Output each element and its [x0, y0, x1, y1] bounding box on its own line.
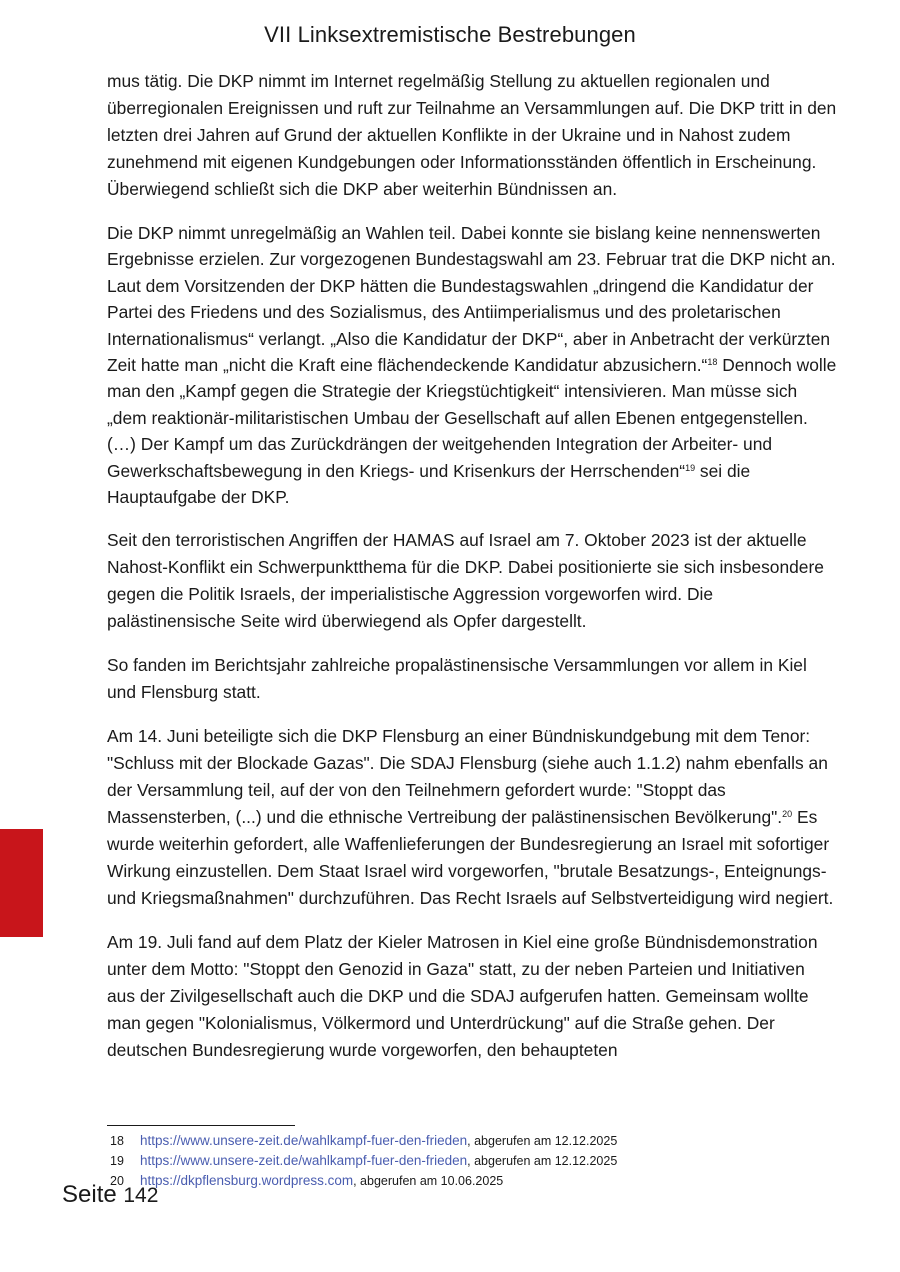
paragraph-2-text-a: Die DKP nimmt unregelmäßig an Wahlen teil. Dabei konnte sie bislang keine nennenswerten Ergebnisse erzielen. Zur vorgezogenen Bundestagswahl am 23. Februar trat die DKP nicht an. Laut dem Vorsitzenden der DKP hätten die Bundestagswahlen „dringend die Kandidatur der Partei des Friedens und des Sozialismus, des Antiimperialismus und des proletarischen Internationalismus“ verlangt. „Also die Kandidatur der DKP“, aber in Anbetracht der verkürzten Zeit hatte man „nicht die Kraft eine flächendeckende Kandidatur abzusichern.“: [107, 223, 836, 376]
footnote-link[interactable]: https://www.unsere-zeit.de/wahlkampf-fuer-den-frieden: [140, 1153, 468, 1168]
footnote-item: [110, 1131, 810, 1151]
footnote-number: 18: [110, 1134, 124, 1148]
page-number-value: 142: [123, 1184, 159, 1207]
footnote-ref-19[interactable]: 19: [685, 462, 696, 473]
paragraph-5: [107, 723, 837, 912]
footnote-ref-20[interactable]: 20: [782, 809, 793, 820]
chapter-marker: [0, 829, 43, 937]
footnote-note: , abgerufen am 10.06.2025: [353, 1174, 504, 1188]
page-number: [62, 1181, 158, 1209]
footnotes: [110, 1131, 810, 1191]
page-header-title: VII Linksextremistische Bestrebungen: [264, 22, 636, 47]
footnote-number: 20: [110, 1174, 124, 1188]
footnote-ref-18[interactable]: 18: [707, 357, 718, 368]
footnote-note: , abgerufen am 12.12.2025: [467, 1134, 618, 1148]
footnote-note: , abgerufen am 12.12.2025: [467, 1154, 618, 1168]
footnote-link[interactable]: https://dkpflensburg.wordpress.com: [140, 1173, 354, 1188]
paragraph-1: mus tätig. Die DKP nimmt im Internet regelmäßig Stellung zu aktuellen regionalen und überregionalen Ereignissen und ruft zur Teilnahme an Versammlungen auf. Die DKP tritt in den letzten drei Jahren auf Grund der aktuellen Konflikte in der Ukraine und in Nahost zudem zunehmend mit eigenen Kundgebungen oder Informationsständen öffentlich in Erscheinung. Überwiegend schließt sich die DKP aber weiterhin Bündnissen an.: [107, 71, 837, 199]
footnote-item: [110, 1171, 810, 1191]
paragraph-4: So fanden im Berichtsjahr zahlreiche propalästinensische Versammlungen vor allem in Kiel und Flensburg statt.: [107, 655, 807, 703]
footnote-item: [110, 1151, 810, 1171]
main-text: [107, 68, 837, 1081]
paragraph-6: Am 19. Juli fand auf dem Platz der Kieler Matrosen in Kiel eine große Bündnisdemonstration unter dem Motto: "Stoppt den Genozid in Gaza" statt, zu der neben Parteien und Initiativen aus der Zivilgesellschaft auch die DKP und die SDAJ aufgerufen hatten. Gemeinsam wollte man gegen "Kolonialismus, Völkermord und Unterdrückung" auf die Straße gehen. Der deutschen Bundesregierung wurde vorgeworfen, den behaupteten: [107, 932, 818, 1061]
paragraph-2-text-c: sei die Hauptaufgabe der DKP.: [107, 460, 751, 508]
paragraph-2-text-b: Dennoch wolle man den „Kampf gegen die Strategie der Kriegstüchtigkeit“ intensivieren. Man müsse sich „dem reaktionär-militaristischen Umbau der Gesellschaft auf allen Ebenen entgegenstellen. (…) Der Kampf um das Zurückdrängen der weitgehenden Integration der Arbeiter- und Gewerkschaftsbewegung in den Kriegs- und Krisenkurs der Herrschenden“: [107, 355, 837, 481]
paragraph-3: Seit den terroristischen Angriffen der HAMAS auf Israel am 7. Oktober 2023 ist der aktuelle Nahost-Konflikt ein Schwerpunktthema für die DKP. Dabei positionierte sie sich insbesondere gegen die Politik Israels, der imperialistische Aggression vorgeworfen wird. Die palästinensische Seite wird überwiegend als Opfer dargestellt.: [107, 530, 824, 632]
footnote-number: 19: [110, 1154, 124, 1168]
paragraph-5-text-b: Es wurde weiterhin gefordert, alle Waffenlieferungen der Bundesregierung an Israel mit sofortiger Wirkung einzustellen. Dem Staat Israel wird vorgeworfen, "brutale Besatzungs-, Enteignungs- und Kriegsmaßnahmen" durchzuführen. Das Recht Israels auf Selbstverteidigung wird negiert.: [107, 807, 834, 909]
paragraph-2: [107, 220, 837, 510]
footnote-link[interactable]: https://www.unsere-zeit.de/wahlkampf-fuer-den-frieden: [140, 1133, 468, 1148]
page-label: Seite: [62, 1181, 117, 1208]
footnote-divider: [107, 1125, 295, 1126]
paragraph-5-text-a: Am 14. Juni beteiligte sich die DKP Flensburg an einer Bündniskundgebung mit dem Tenor: "Schluss mit der Blockade Gazas". Die SDAJ Flensburg (siehe auch 1.1.2) nahm ebenfalls an der Versammlung teil, auf der von den Teilnehmern gefordert wurde: "Stoppt das Massensterben, (...) und die ethnische Vertreibung der palästinensischen Bevölkerung".: [107, 726, 828, 828]
